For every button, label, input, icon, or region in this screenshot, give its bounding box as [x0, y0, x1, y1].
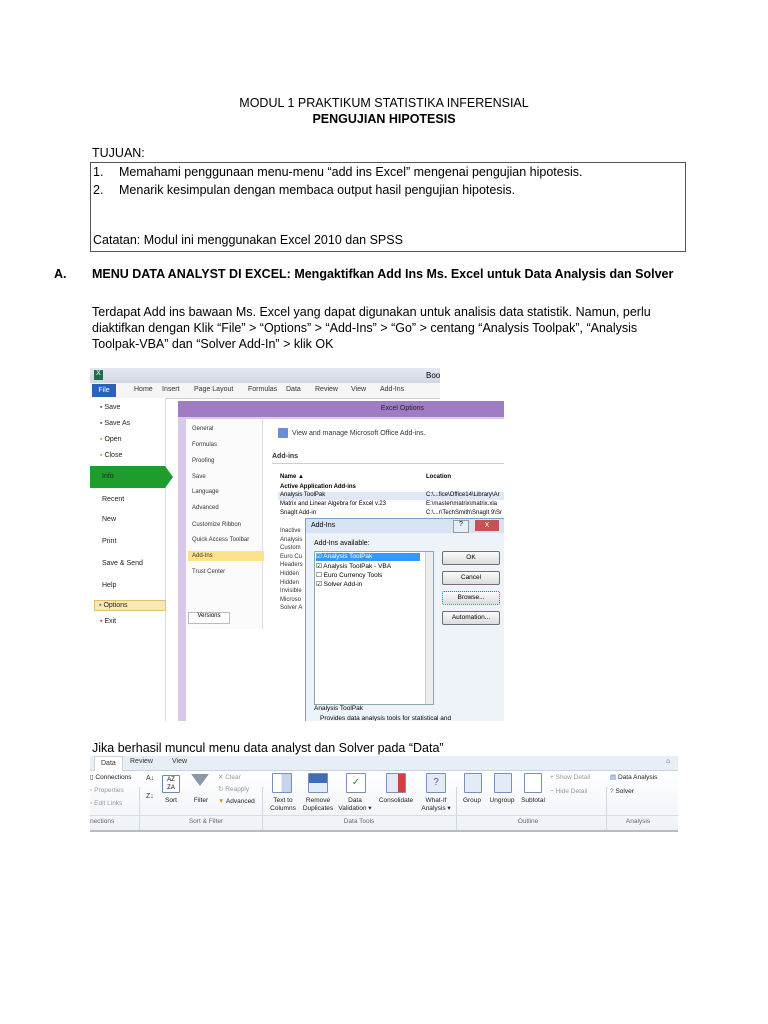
backstage-print[interactable]: Print: [102, 538, 117, 545]
list-item[interactable]: ☑ Analysis ToolPak: [316, 553, 420, 561]
reapply-icon: ↻: [218, 786, 224, 793]
tab-review[interactable]: Review: [315, 386, 338, 393]
edit-links-button[interactable]: ▫ Edit Links: [90, 800, 123, 807]
close-icon[interactable]: X: [475, 520, 499, 531]
ribbon-tabs: [90, 383, 440, 399]
tab-page-layout[interactable]: Page Layout: [194, 386, 234, 393]
addins-section-header: Add-ins: [272, 453, 299, 460]
solver-icon: ?: [610, 788, 614, 795]
options-dialog-title: Excel Options: [380, 405, 424, 412]
excel-logo-icon: X: [94, 370, 103, 380]
tab-insert[interactable]: Insert: [162, 386, 180, 393]
data-validation-button[interactable]: Data Validation ▾: [338, 797, 372, 812]
group-label-sort-filter: Sort & Filter: [188, 818, 224, 825]
backstage-options[interactable]: ▪ Options: [94, 600, 166, 611]
backstage-open[interactable]: ▪ Open: [100, 436, 122, 443]
tab-add-ins[interactable]: Add-Ins: [380, 386, 405, 393]
data-ribbon-screenshot: [90, 756, 678, 832]
what-if-icon: ?: [426, 773, 446, 793]
nav-quick-access[interactable]: Quick Access Toolbar: [192, 537, 250, 543]
backstage-save[interactable]: ▪ Save: [100, 404, 121, 411]
item-text: Memahami penggunaan menu-menu “add ins Excel” mengenai pengujian hipotesis.: [119, 165, 583, 179]
nav-advanced[interactable]: Advanced: [192, 505, 219, 511]
remove-duplicates-icon: [308, 773, 328, 793]
backstage-menu: [90, 398, 166, 721]
tab-data[interactable]: Data: [94, 756, 123, 771]
reapply-button[interactable]: ↻ Reapply: [218, 786, 250, 793]
section-heading: MENU DATA ANALYST DI EXCEL: Mengaktifkan Add Ins Ms. Excel untuk Data Analysis dan Solver: [92, 267, 674, 281]
divider: [606, 787, 607, 832]
backstage-close[interactable]: ▪ Close: [100, 452, 123, 459]
clear-button[interactable]: ✕ Clear: [218, 774, 241, 781]
text-to-columns-button[interactable]: Text to Columns: [270, 797, 296, 812]
open-folder-icon: ▪: [100, 436, 105, 443]
ok-button[interactable]: OK: [442, 551, 500, 565]
addins-dialog-titlebar: [306, 519, 504, 533]
item-number: 1.: [93, 165, 104, 179]
desc-text: Provides data analysis tools for statistical and: [320, 715, 452, 721]
data-validation-icon: ✓: [346, 773, 366, 793]
nav-general[interactable]: General: [192, 426, 214, 432]
para-line-2: diaktifkan dengan Klik “File” > “Options” > “Add-Ins” > “Go” > centang “Analysis Toolpak”, “Analysis: [92, 321, 638, 335]
item-number: 2.: [93, 183, 104, 197]
group-label-data-tools: Data Tools: [343, 818, 375, 825]
ungroup-button[interactable]: Ungroup: [489, 797, 515, 804]
addins-available-label: Add-Ins available:: [314, 540, 370, 547]
manage-addins-text: View and manage Microsoft Office Add-ins.: [292, 430, 426, 437]
save-icon: ▪: [100, 404, 105, 411]
group-label-outline: Outline: [517, 818, 539, 825]
options-dialog-titlebar: [178, 401, 504, 417]
window-title: Boo: [426, 371, 441, 380]
divider: [139, 787, 140, 832]
row-location: C:\...fice\Office14\Library\Ar: [426, 492, 500, 498]
row-name: SnagIt Add-in: [280, 510, 317, 516]
browse-button[interactable]: Browse...: [442, 591, 500, 605]
clear-icon: ✕: [218, 774, 224, 781]
cancel-button[interactable]: Cancel: [442, 571, 500, 585]
para-line-1: Terdapat Add ins bawaan Ms. Excel yang dapat digunakan untuk analisis data statistik. Namun, perlu: [92, 305, 651, 319]
remove-duplicates-button[interactable]: Remove Duplicates: [302, 797, 334, 812]
advanced-filter-icon: ▼: [218, 798, 225, 805]
list-item[interactable]: ☑ Solver Add-in: [316, 581, 363, 588]
group-label-connections: nections: [90, 818, 115, 825]
list-item[interactable]: ☑ Analysis ToolPak - VBA: [316, 563, 392, 570]
ribbon-body: [90, 771, 678, 830]
versions-button[interactable]: Versions: [188, 612, 230, 624]
divider: [262, 787, 263, 832]
backstage-exit[interactable]: ▪ Exit: [100, 618, 117, 625]
row-name: Matrix and Linear Algebra for Excel v.23: [280, 501, 386, 507]
module-subtitle: PENGUJIAN HIPOTESIS: [312, 112, 456, 126]
divider: [90, 815, 678, 816]
list-item[interactable]: ☐ Euro Currency Tools: [316, 572, 383, 579]
group-button[interactable]: Group: [462, 797, 482, 804]
ungroup-icon: [494, 773, 512, 793]
group-label-analysis: Analysis: [625, 818, 651, 825]
backstage-save-as[interactable]: ▪ Save As: [100, 420, 131, 427]
help-icon[interactable]: ?: [453, 520, 469, 533]
item-text: Menarik kesimpulan dengan membaca output hasil pengujian hipotesis.: [119, 183, 516, 197]
desc-title: Analysis ToolPak: [314, 705, 364, 712]
tab-view[interactable]: View: [172, 758, 188, 765]
tab-file[interactable]: File: [92, 384, 116, 397]
edit-links-icon: ▫: [90, 800, 93, 807]
para-line-3: Toolpak-VBA” dan “Solver Add-In” > klik OK: [92, 337, 334, 351]
connections-button[interactable]: ▯ Connections: [90, 774, 132, 781]
excel-options-screenshot: [90, 368, 504, 721]
filter-button[interactable]: Filter: [193, 797, 209, 804]
tujuan-box: [90, 162, 686, 252]
options-icon: ▪: [99, 602, 104, 609]
save-as-icon: ▪: [100, 420, 105, 427]
window-titlebar: [90, 368, 440, 383]
subtotal-button[interactable]: Subtotal: [521, 797, 545, 804]
addins-listbox[interactable]: [314, 551, 434, 705]
solver-button[interactable]: ? Solver: [610, 788, 634, 795]
data-analysis-button[interactable]: ▤ Data Analysis: [610, 774, 658, 781]
col-location-header[interactable]: Location: [426, 474, 451, 480]
sort-button[interactable]: Sort: [165, 797, 177, 804]
group-icon: [464, 773, 482, 793]
tab-view[interactable]: View: [351, 386, 367, 393]
properties-button[interactable]: ▫ Properties: [90, 787, 124, 794]
filter-funnel-icon[interactable]: [191, 774, 209, 786]
tujuan-item-2: [93, 183, 515, 197]
show-detail-icon: +: [550, 774, 554, 781]
backstage-new[interactable]: New: [102, 516, 117, 523]
truncated-rows: Inactive Analysis Custom Euro Cu Headers Hidden Hidden Invisible Microso Solver A: [280, 528, 303, 612]
nav-proofing[interactable]: Proofing: [192, 458, 215, 464]
nav-save[interactable]: Save: [192, 474, 206, 480]
section-letter: A.: [54, 267, 67, 281]
properties-icon: ▫: [90, 787, 93, 794]
nav-formulas[interactable]: Formulas: [192, 442, 218, 448]
module-title: MODUL 1 PRAKTIKUM STATISTIKA INFERENSIAL: [239, 96, 529, 110]
subtotal-icon: [524, 773, 542, 793]
tujuan-label: TUJUAN:: [92, 146, 145, 160]
nav-language[interactable]: Language: [192, 489, 219, 495]
active-addins-header: Active Application Add-ins: [280, 484, 356, 490]
advanced-button[interactable]: ▼ Advanced: [218, 798, 255, 805]
sort-za-icon[interactable]: Z↓: [146, 793, 154, 800]
close-folder-icon: ▪: [100, 452, 105, 459]
divider: [272, 463, 504, 464]
sort-az-icon[interactable]: A↓: [146, 775, 155, 782]
divider: [456, 787, 457, 832]
row-name: Analysis ToolPak: [280, 492, 326, 498]
consolidate-icon: [386, 773, 406, 793]
what-if-analysis-button[interactable]: What-If Analysis ▾: [421, 797, 451, 812]
list-scrollbar[interactable]: [425, 552, 433, 704]
exit-icon: ▪: [100, 618, 105, 625]
backstage-save-send[interactable]: Save & Send: [102, 560, 143, 567]
hide-detail-button[interactable]: − Hide Detail: [550, 788, 588, 795]
row-location: C:\...r\TechSmith\SnagIt 9\Sr: [426, 510, 503, 516]
addins-dialog-title: Add-Ins: [311, 522, 336, 529]
nav-customize-ribbon[interactable]: Customize Ribbon: [192, 522, 242, 528]
consolidate-button[interactable]: Consolidate: [378, 797, 414, 804]
nav-add-ins[interactable]: Add-Ins: [188, 551, 264, 561]
tujuan-item-1: [93, 165, 582, 179]
data-analysis-icon: ▤: [610, 774, 617, 781]
tujuan-note: Catatan: Modul ini menggunakan Excel 2010 dan SPSS: [93, 233, 403, 247]
sort-dialog-icon[interactable]: AZ ZA: [162, 775, 180, 793]
text-to-columns-icon: [272, 773, 292, 793]
ribbon-tab-bar: [90, 756, 678, 771]
caret-up-icon[interactable]: ⌂: [666, 758, 671, 765]
automation-button[interactable]: Automation...: [442, 611, 500, 625]
col-name-header[interactable]: Name ▲: [280, 474, 304, 480]
tab-review[interactable]: Review: [130, 758, 153, 765]
addins-dialog: [305, 518, 504, 721]
tab-formulas[interactable]: Formulas: [248, 386, 278, 393]
show-detail-button[interactable]: + Show Detail: [550, 774, 591, 781]
tab-data[interactable]: Data: [286, 386, 301, 393]
backstage-help[interactable]: Help: [102, 582, 117, 589]
caption-data-menu: Jika berhasil muncul menu data analyst dan Solver pada “Data”: [92, 741, 444, 755]
addins-gear-icon: [278, 428, 288, 438]
tab-home[interactable]: Home: [134, 386, 153, 393]
row-location: E:\master\matrix\matrix.xla: [426, 501, 498, 507]
backstage-info[interactable]: Info: [90, 466, 165, 488]
options-nav: [186, 419, 263, 629]
connections-icon: ▯: [90, 774, 94, 781]
nav-trust-center[interactable]: Trust Center: [192, 569, 226, 575]
hide-detail-icon: −: [550, 788, 554, 795]
backstage-recent[interactable]: Recent: [102, 496, 125, 503]
